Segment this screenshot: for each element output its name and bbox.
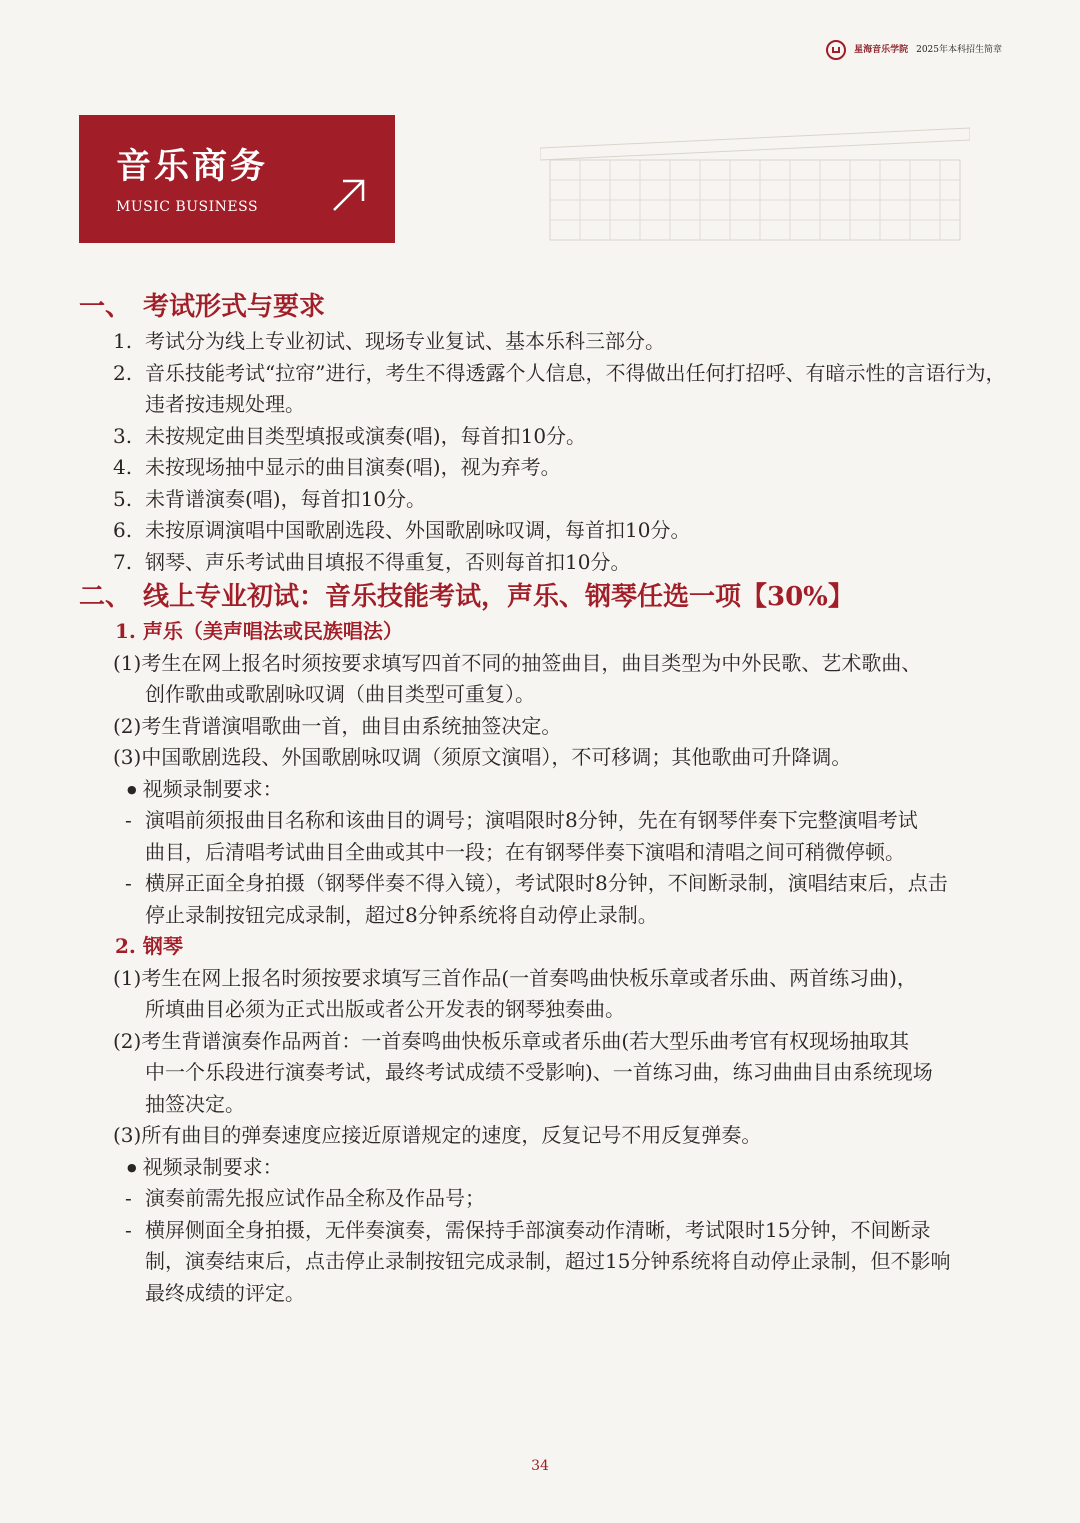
section1-list [113, 326, 1009, 578]
section-title-box [79, 115, 395, 243]
list-item: 3. 未按规定曲目类型填报或演奏(唱)，每首扣10分。 [113, 423, 587, 448]
vocal-heading: 1. 声乐（美声唱法或民族唱法） [115, 619, 403, 643]
piano-video-requirements: ● 视频录制要求： [127, 1152, 1009, 1184]
school-name: 星海音乐学院 [854, 45, 909, 55]
arrow-up-right-icon [331, 177, 367, 213]
page-header [826, 40, 1002, 60]
section2-heading: 二、 线上专业初试：音乐技能考试，声乐、钢琴任选一项【30%】 [79, 582, 854, 612]
list-item: 6. 未按原调演唱中国歌剧选段、外国歌剧咏叹调，每首扣10分。 [113, 518, 691, 542]
page-number: 34 [531, 1458, 549, 1474]
school-logo-icon [826, 40, 846, 60]
vocal-para-3: (3)中国歌剧选段、外国歌剧咏叹调（须原文演唱），不可移调；其他歌曲可升降调。 [113, 745, 852, 769]
piano-dash-item-2: - 横屏侧面全身拍摄，无伴奏演奏，需保持手部演奏动作清晰，考试限时15分钟，不间断录 制，演奏结束后，点击停止录制按钮完成录制，超过15分钟系统将自动停止录制，但不影响 最终成绩的评定。 [125, 1217, 951, 1305]
title-chinese: 音乐商务 [116, 146, 269, 187]
piano-para-1: (1)考生在网上报名时须按要求填写三首作品(一首奏鸣曲快板乐章或者乐曲、两首练习曲)， 所填曲目必须为正式出版或者公开发表的钢琴独奏曲。 [113, 965, 917, 1021]
piano-para-3: (3)所有曲目的弹奏速度应接近原谱规定的速度，反复记号不用反复弹奏。 [113, 1123, 762, 1147]
building-illustration [540, 118, 970, 248]
list-item: 4. 未按现场抽中显示的曲目演奏(唱)，视为弃考。 [113, 455, 561, 479]
section1-heading: 一、 考试形式与要求 [79, 292, 326, 322]
list-item: 5. 未背谱演奏(唱)，每首扣10分。 [113, 486, 427, 511]
list-item: 7. 钢琴、声乐考试曲目填报不得重复，否则每首扣10分。 [113, 549, 631, 574]
brochure-title: 2025年本科招生简章 [916, 45, 1002, 55]
piano-para-2: (2)考生背谱演奏作品两首：一首奏鸣曲快板乐章或者乐曲(若大型乐曲考官有权现场抽取其 中一个乐段进行演奏考试，最终考试成绩不受影响)、一首练习曲，练习曲曲目由系统现场 抽签决定。 [113, 1028, 933, 1116]
list-item: 2. 音乐技能考试“拉帘”进行，考生不得透露个人信息，不得做出任何打招呼、有暗示性的言语行为，违者按违规处理。 [113, 360, 1006, 416]
title-english: MUSIC BUSINESS [116, 199, 259, 215]
list-item: 1. 考试分为线上专业初试、现场专业复试、基本乐科三部分。 [113, 329, 665, 353]
vocal-para-1: (1)考生在网上报名时须按要求填写四首不同的抽签曲目，曲目类型为中外民歌、艺术歌曲、 创作歌曲或歌剧咏叹调（曲目类型可重复）。 [113, 650, 922, 706]
main-content [79, 288, 1009, 1309]
vocal-video-requirements: ● 视频录制要求： [127, 774, 1009, 806]
vocal-para-2: (2)考生背谱演唱歌曲一首，曲目由系统抽签决定。 [113, 713, 562, 738]
piano-heading: 2. 钢琴 [115, 934, 183, 958]
vocal-dash-item-1: - 演唱前须报曲目名称和该曲目的调号；演唱限时8分钟，先在有钢琴伴奏下完整演唱考试 曲目，后清唱考试曲目全曲或其中一段；在有钢琴伴奏下演唱和清唱之间可稍微停顿。 [125, 808, 918, 864]
vocal-dash-item-2: - 横屏正面全身拍摄（钢琴伴奏不得入镜），考试限时8分钟，不间断录制，演唱结束后，点击 停止录制按钮完成录制，超过8分钟系统将自动停止录制。 [125, 871, 948, 927]
piano-dash-item-1: - 演奏前需先报应试作品全称及作品号； [125, 1186, 485, 1210]
